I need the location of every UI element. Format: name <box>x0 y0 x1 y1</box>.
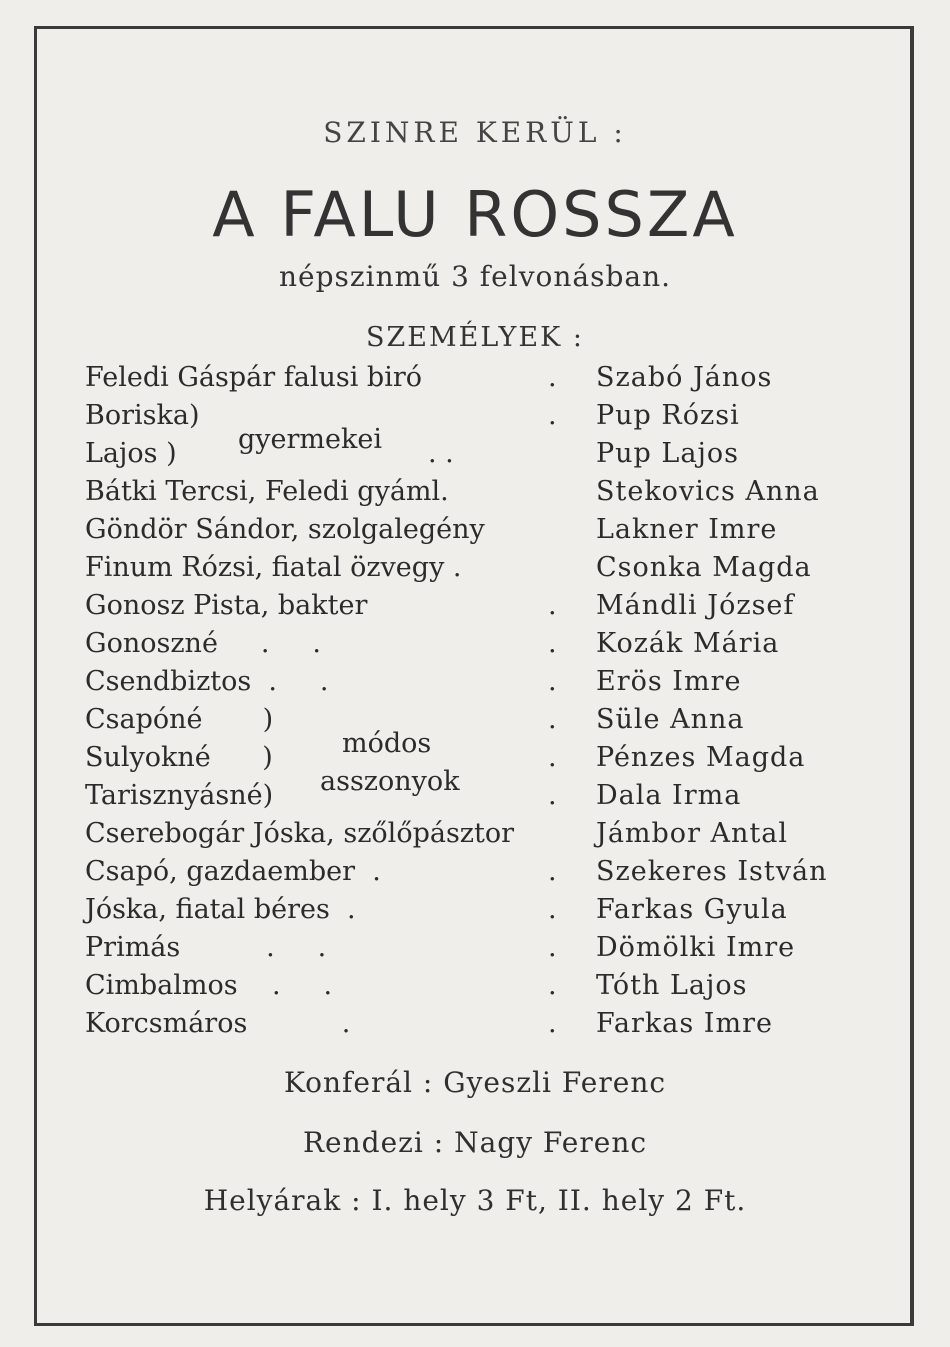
cast-dots: . <box>548 628 557 659</box>
cast-dots: . <box>548 742 557 773</box>
cast-role: Korcsmáros . <box>85 1008 351 1039</box>
cast-row <box>0 590 950 628</box>
cast-actor: Szekeres István <box>596 856 828 887</box>
children-group-label: gyermekei <box>238 424 382 455</box>
cast-row <box>0 438 950 476</box>
cast-actor: Farkas Imre <box>596 1008 773 1039</box>
cast-role: Feledi Gáspár falusi biró <box>85 362 423 393</box>
cast-actor: Pup Lajos <box>596 438 739 469</box>
cast-role: Sulyokné ) <box>85 742 273 773</box>
cast-dots: . . <box>428 438 454 469</box>
cast-dots: . <box>548 400 557 431</box>
cast-row <box>0 704 950 742</box>
cast-role: Bátki Tercsi, Feledi gyáml. <box>85 476 449 507</box>
cast-row <box>0 552 950 590</box>
cast-role: Csapó, gazdaember . <box>85 856 381 887</box>
cast-row <box>0 856 950 894</box>
kicker-text: SZINRE KERÜL : <box>323 116 627 149</box>
cast-row <box>0 400 950 438</box>
cast-dots: . <box>548 894 557 925</box>
cast-dots: . <box>548 970 557 1001</box>
cast-actor: Szabó János <box>596 362 773 393</box>
cast-row <box>0 514 950 552</box>
persons-heading: SZEMÉLYEK : <box>366 322 584 353</box>
cast-actor: Stekovics Anna <box>596 476 820 507</box>
cast-role: Gonosz Pista, bakter <box>85 590 368 621</box>
cast-row <box>0 780 950 818</box>
wealthy-group-label-1: módos <box>342 728 432 759</box>
cast-row <box>0 666 950 704</box>
play-title: A FALU ROSSZA <box>212 178 738 251</box>
wealthy-group-label-2: asszonyok <box>320 766 460 797</box>
cast-actor: Tóth Lajos <box>596 970 748 1001</box>
cast-role: Göndör Sándor, szolgalegény <box>85 514 485 545</box>
cast-row <box>0 476 950 514</box>
cast-row <box>0 1008 950 1046</box>
cast-role: Lajos ) <box>85 438 177 469</box>
cast-role: Cimbalmos . . <box>85 970 333 1001</box>
play-subtitle: népszinmű 3 felvonásban. <box>278 260 672 293</box>
cast-role: Tarisznyásné) <box>85 780 274 811</box>
cast-role: Jóska, fiatal béres . <box>85 894 356 925</box>
cast-role: Gonoszné . . <box>85 628 321 659</box>
cast-role: Finum Rózsi, fiatal özvegy . <box>85 552 462 583</box>
cast-role: Csapóné ) <box>85 704 274 735</box>
cast-dots: . <box>548 704 557 735</box>
cast-dots: . <box>548 590 557 621</box>
cast-dots: . <box>548 666 557 697</box>
cast-actor: Dala Irma <box>596 780 742 811</box>
cast-actor: Csonka Magda <box>596 552 812 583</box>
cast-actor: Erös Imre <box>596 666 742 697</box>
cast-actor: Mándli József <box>596 590 795 621</box>
cast-role: Cserebogár Jóska, szőlőpásztor <box>85 818 515 849</box>
cast-row <box>0 628 950 666</box>
cast-row <box>0 932 950 970</box>
director-line: Rendezi : Nagy Ferenc <box>302 1126 648 1159</box>
cast-row <box>0 894 950 932</box>
cast-row <box>0 742 950 780</box>
cast-actor: Kozák Mária <box>596 628 780 659</box>
cast-role: Boriska) <box>85 400 200 431</box>
cast-actor: Jámbor Antal <box>596 818 789 849</box>
cast-actor: Pénzes Magda <box>596 742 806 773</box>
cast-dots: . <box>548 1008 557 1039</box>
cast-dots: . <box>548 856 557 887</box>
cast-actor: Farkas Gyula <box>596 894 788 925</box>
cast-dots: . <box>548 932 557 963</box>
cast-row <box>0 818 950 856</box>
cast-actor: Süle Anna <box>596 704 745 735</box>
cast-row <box>0 970 950 1008</box>
cast-dots: . <box>548 780 557 811</box>
cast-actor: Pup Rózsi <box>596 400 740 431</box>
cast-actor: Dömölki Imre <box>596 932 796 963</box>
cast-role: Primás . . <box>85 932 327 963</box>
conferencier-line: Konferál : Gyeszli Ferenc <box>283 1066 667 1099</box>
prices-line: Helyárak : I. hely 3 Ft, II. hely 2 Ft. <box>203 1184 747 1217</box>
cast-row <box>0 362 950 400</box>
cast-actor: Lakner Imre <box>596 514 778 545</box>
cast-dots: . <box>548 362 557 393</box>
cast-role: Csendbiztos . . <box>85 666 329 697</box>
